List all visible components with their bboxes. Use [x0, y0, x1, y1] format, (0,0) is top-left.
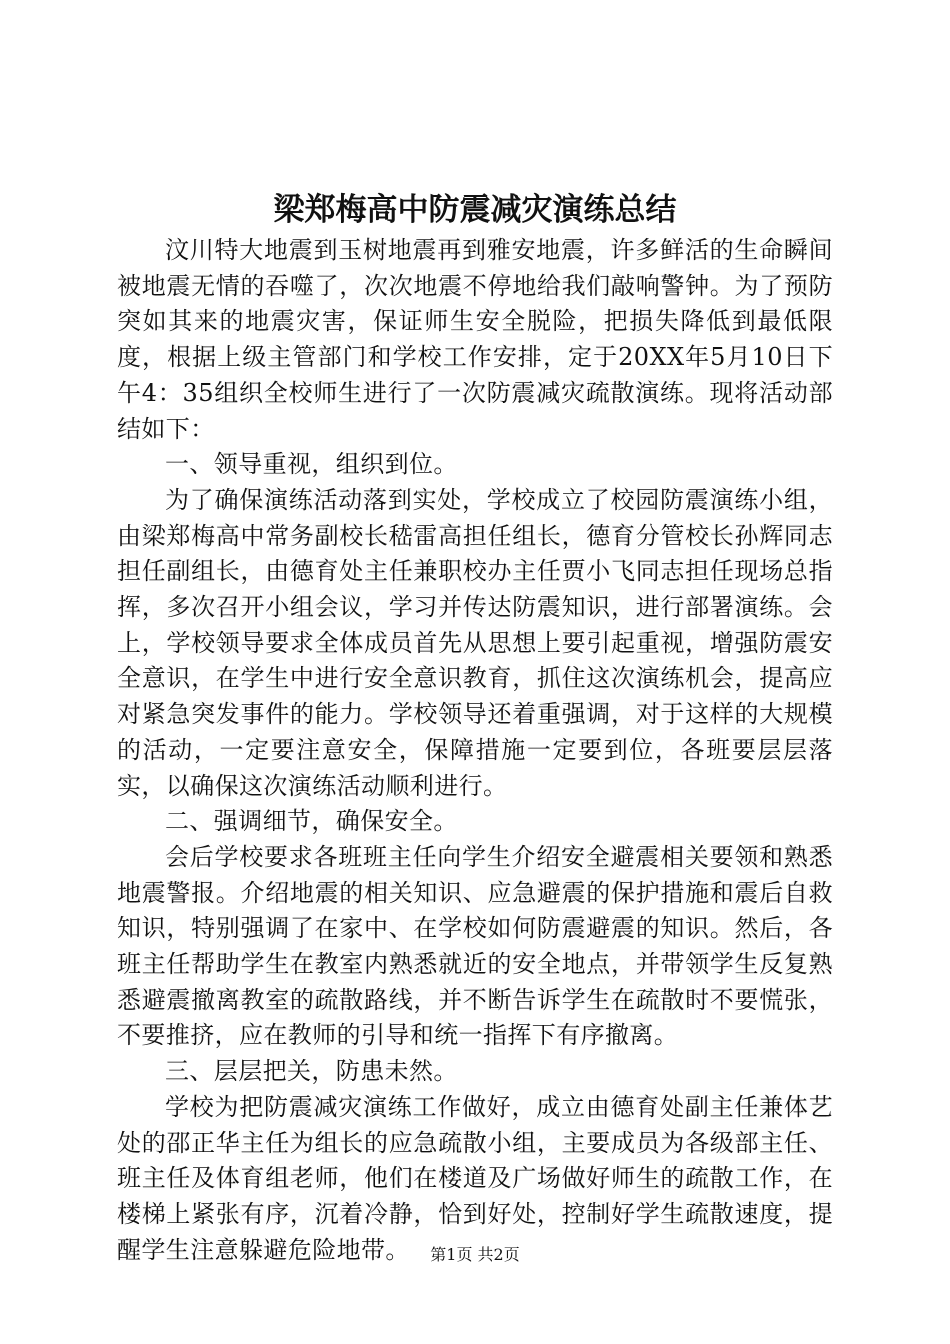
section-heading-3: 三、层层把关，防患未然。: [165, 1057, 458, 1086]
paragraph-section-2: 会后学校要求各班班主任向学生介绍安全避震相关要领和熟悉地震警报。介绍地震的相关知识、应急避震的保护措施和震后自救知识，特别强调了在家中、在学校如何防震避震的知识。然后，各班主任帮助学生在教室内熟悉就近的安全地点，并带领学生反复熟悉避震撤离教室的疏散路线，并不断告诉学生在疏散时不要慌张，不要推挤，应在教师的引导和统一指挥下有序撤离。: [117, 842, 833, 1050]
section-heading-1: 一、领导重视，组织到位。: [165, 450, 458, 479]
document-title: 梁郑梅高中防震减灾演练总结: [273, 192, 677, 228]
document-body: [117, 233, 833, 1268]
paragraph-section-1: 为了确保演练活动落到实处，学校成立了校园防震演练小组，由梁郑梅高中常务副校长嵇雷高担任组长，德育分管校长孙辉同志担任副组长，由德育处主任兼职校办主任贾小飞同志担任现场总指挥，多次召开小组会议，学习并传达防震知识，进行部署演练。会上，学校领导要求全体成员首先从思想上要引起重视，增强防震安全意识，在学生中进行安全意识教育，抓住这次演练机会，提高应对紧急突发事件的能力。学校领导还着重强调，对于这样的大规模的活动，一定要注意安全，保障措施一定要到位，各班要层层落实，以确保这次演练活动顺利进行。: [117, 485, 833, 800]
paragraph-section-3: 学校为把防震减灾演练工作做好，成立由德育处副主任兼体艺处的邵正华主任为组长的应急疏散小组，主要成员为各级部主任、班主任及体育组老师，他们在楼道及广场做好师生的疏散工作，在楼梯上紧张有序，沉着冷静，恰到好处，控制好学生疏散速度，提醒学生注意躲避危险地带。: [117, 1092, 833, 1264]
section-heading-2: 二、强调细节，确保安全。: [165, 807, 458, 836]
paragraph-intro: 汶川特大地震到玉树地震再到雅安地震，许多鲜活的生命瞬间被地震无情的吞噬了，次次地震不停地给我们敲响警钟。为了预防突如其来的地震灾害，保证师生安全脱险，把损失降低到最低限度，根据上级主管部门和学校工作安排，定于20XX年5月10日下午4：35组织全校师生进行了一次防震减灾疏散演练。现将活动部结如下：: [117, 236, 833, 443]
page-number-footer: 第1页 共2页: [430, 1245, 520, 1264]
